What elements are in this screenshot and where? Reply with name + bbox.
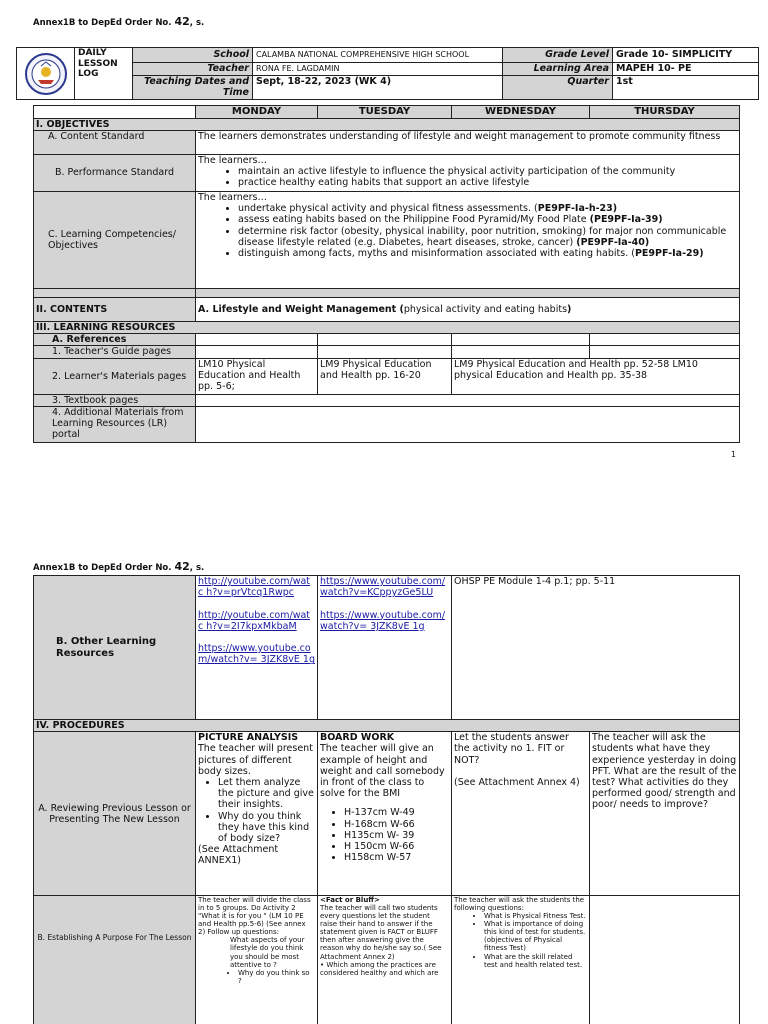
teachers-guide-label: 1. Teacher's Guide pages bbox=[34, 346, 196, 358]
references-label: A. References bbox=[34, 334, 196, 346]
list-item: • What are the skill related test and health related test. bbox=[484, 953, 587, 969]
list-item: • distinguish among facts, myths and misinformation associated with eating habits. (PE9PF-Ia-29) bbox=[238, 248, 737, 259]
contents-text: A. Lifestyle and Weight Management (physical activity and eating habits) bbox=[196, 298, 740, 322]
other-resources-monday bbox=[196, 576, 318, 720]
objectives-heading: I. OBJECTIVES bbox=[34, 118, 740, 130]
page-1 bbox=[0, 0, 768, 500]
performance-list bbox=[238, 166, 737, 188]
grade-value: Grade 10- SIMPLICITY bbox=[613, 48, 759, 63]
procedures-table bbox=[33, 575, 740, 1024]
procedures-heading: IV. PROCEDURES bbox=[34, 720, 740, 732]
list-item: • undertake physical activity and physical fitness assessments. (PE9PF-Ia-h-23) bbox=[238, 203, 737, 214]
youtube-link[interactable]: http://youtube.com/watc h?v=prVtcq1Rwpc bbox=[198, 576, 311, 599]
list-item: • What is importance of doing this kind of test for students. (objectives of Physical fitness Test) bbox=[484, 920, 587, 952]
list-item: • Let them analyze the picture and give their insights. bbox=[218, 777, 315, 811]
purpose-tuesday: <Fact or Bluff> The teacher will call two students every questions let the student raise their hand to answer if the statement given is FACT or BLUFF then after answering give the reason why do he/she say so.( See Attachment Annex 2) • Which among the practices are considered healthy and which are bbox=[318, 896, 452, 1024]
deped-logo bbox=[17, 48, 75, 100]
other-resources-label: B. Other Learning Resources bbox=[34, 576, 196, 720]
purpose-label: B. Establishing A Purpose For The Lesson bbox=[34, 896, 196, 1024]
list-item: • H135cm W- 39 bbox=[344, 830, 449, 841]
list-item: • practice healthy eating habits that support an active lifestyle bbox=[238, 177, 737, 188]
competencies: The learners… • undertake physical activity and physical fitness assessments. (PE9PF-Ia-h-23) • assess eating habits based on the Philippine Food Pyramid/My Food Plate (PE9PF-Ia-39) • determine risk factor (obesity, physical inability, poor nutrition, smoking) for major non communicable disease lifestyle related (e.g. Diabetes, heart diseases, stroke, cancer) (PE9PF-Ia-40) • distinguish among facts, myths and misinformation associated with eating habits. (PE9PF-Ia-29) bbox=[196, 192, 740, 289]
review-tuesday: BOARD WORK The teacher will give an example of height and weight and call somebody in front of the class to solve for the BMI • H-137cm W-49 • H-168cm W-66 • H135cm W- 39 • H 150cm W-66 • H158cm W-57 bbox=[318, 732, 452, 896]
school-value: CALAMBA NATIONAL COMPREHENSIVE HIGH SCHOOL bbox=[253, 48, 503, 63]
dll-title: DAILY LESSON LOG bbox=[75, 48, 133, 100]
youtube-link[interactable]: http://youtube.com/watc h?v=2I7kpxMkbaM bbox=[198, 609, 311, 632]
review-monday: PICTURE ANALYSIS The teacher will present pictures of different body sizes. • Let them analyze the picture and give their insights. • Why do you think they have this kind of body size? (See Attachment ANNEX1) bbox=[196, 732, 318, 896]
deped-seal-icon bbox=[24, 52, 68, 96]
list-item: • H-168cm W-66 bbox=[344, 819, 449, 830]
additional-materials-label: 4. Additional Materials from Learning Resources (LR) portal bbox=[34, 406, 196, 442]
quarter-label: Quarter bbox=[503, 76, 613, 100]
lm-monday: LM10 Physical Education and Health pp. 5-6; bbox=[196, 358, 318, 394]
quarter-value: 1st bbox=[613, 76, 759, 100]
content-standard-text: The learners demonstrates understanding of lifestyle and weight management to promote community fitness bbox=[196, 131, 740, 155]
content-standard-label: A. Content Standard bbox=[34, 131, 196, 155]
resources-heading: III. LEARNING RESOURCES bbox=[34, 322, 740, 334]
textbook-label: 3. Textbook pages bbox=[34, 394, 196, 406]
lm-tuesday: LM9 Physical Education and Health pp. 16-20 bbox=[318, 358, 452, 394]
page-2 bbox=[0, 520, 768, 1024]
review-thursday: The teacher will ask the students what have they experience yesterday in doing PFT. What are the result of the test? What activities do they performed good/ strength and poor/ needs to improve? bbox=[590, 732, 740, 896]
purpose-monday: The teacher will divide the class in to 5 groups. Do Activity 2 "What it is for you " (LM 10 PE and Health pp.5-6) (See annex 2) Follow up questions: What aspects of your lifestyle do you think you should be most attentive to ? • Why do you think so ? bbox=[196, 896, 318, 1024]
contents-label: II. CONTENTS bbox=[34, 298, 196, 322]
header-table bbox=[16, 47, 759, 100]
list-item: • assess eating habits based on the Philippine Food Pyramid/My Food Plate (PE9PF-Ia-39) bbox=[238, 214, 737, 225]
area-label: Learning Area bbox=[503, 63, 613, 76]
teacher-label: Teacher bbox=[133, 63, 253, 76]
day-tuesday: TUESDAY bbox=[318, 106, 452, 119]
annex-header: Annex1B to DepEd Order No. 42, s. bbox=[33, 15, 205, 28]
youtube-link[interactable]: https://www.youtube.com/watch?v= 3JZK8vE 1g bbox=[320, 609, 446, 632]
list-item: • H158cm W-57 bbox=[344, 852, 449, 863]
list-item: • Why do you think they have this kind of body size? bbox=[218, 811, 315, 845]
grade-label: Grade Level bbox=[503, 48, 613, 63]
review-label: A. Reviewing Previous Lesson or Presenting The New Lesson bbox=[34, 732, 196, 896]
page-number: 1 bbox=[730, 450, 736, 459]
annex-header: Annex1B to DepEd Order No. 42, s. bbox=[33, 560, 205, 573]
performance-standard: The learners… • maintain an active lifestyle to influence the physical activity participation of the community • practice healthy eating habits that support an active lifestyle bbox=[196, 155, 740, 192]
other-resources-wednesday: OHSP PE Module 1-4 p.1; pp. 5-11 bbox=[452, 576, 740, 720]
objectives-table bbox=[33, 105, 740, 443]
other-resources-tuesday bbox=[318, 576, 452, 720]
list-item: • maintain an active lifestyle to influence the physical activity participation of the community bbox=[238, 166, 737, 177]
lm-wednesday: LM9 Physical Education and Health pp. 52-58 LM10 physical Education and Health pp. 35-38 bbox=[452, 358, 740, 394]
dates-value: Sept, 18-22, 2023 (WK 4) bbox=[253, 76, 503, 100]
teacher-value: RONA FE. LAGDAMIN bbox=[253, 63, 503, 76]
list-item: • What is Physical Fitness Test. bbox=[484, 912, 587, 920]
list-item: • Why do you think so ? bbox=[238, 969, 315, 985]
list-item: • determine risk factor (obesity, physical inability, poor nutrition, smoking) for major non communicable disease lifestyle related (e.g. Diabetes, heart diseases, stroke, cancer) (PE9PF-Ia-40) bbox=[238, 226, 737, 248]
day-monday: MONDAY bbox=[196, 106, 318, 119]
day-thursday: THURSDAY bbox=[590, 106, 740, 119]
area-value: MAPEH 10- PE bbox=[613, 63, 759, 76]
competency-list bbox=[238, 203, 737, 259]
list-item: • H-137cm W-49 bbox=[344, 807, 449, 818]
youtube-link[interactable]: https://www.youtube.com/watch?v=KCppyzGe5LU bbox=[320, 576, 446, 599]
review-wednesday: Let the students answer the activity no 1. FIT or NOT? (See Attachment Annex 4) bbox=[452, 732, 590, 896]
day-wednesday: WEDNESDAY bbox=[452, 106, 590, 119]
performance-standard-label: B. Performance Standard bbox=[34, 155, 196, 192]
youtube-link[interactable]: https://www.youtube.com/watch?v= 3JZK8vE 1g bbox=[198, 643, 316, 666]
purpose-wednesday: The teacher will ask the students the following questions: • What is Physical Fitness Test. • What is importance of doing this kind of test for students. (objectives of Physical fitness Test) • What are the skill related test and health related test. bbox=[452, 896, 590, 1024]
school-label: School bbox=[133, 48, 253, 63]
learners-materials-label: 2. Learner's Materials pages bbox=[34, 358, 196, 394]
competencies-label: C. Learning Competencies/ Objectives bbox=[34, 192, 196, 289]
list-item: • H 150cm W-66 bbox=[344, 841, 449, 852]
dates-label: Teaching Dates and Time bbox=[133, 76, 253, 100]
